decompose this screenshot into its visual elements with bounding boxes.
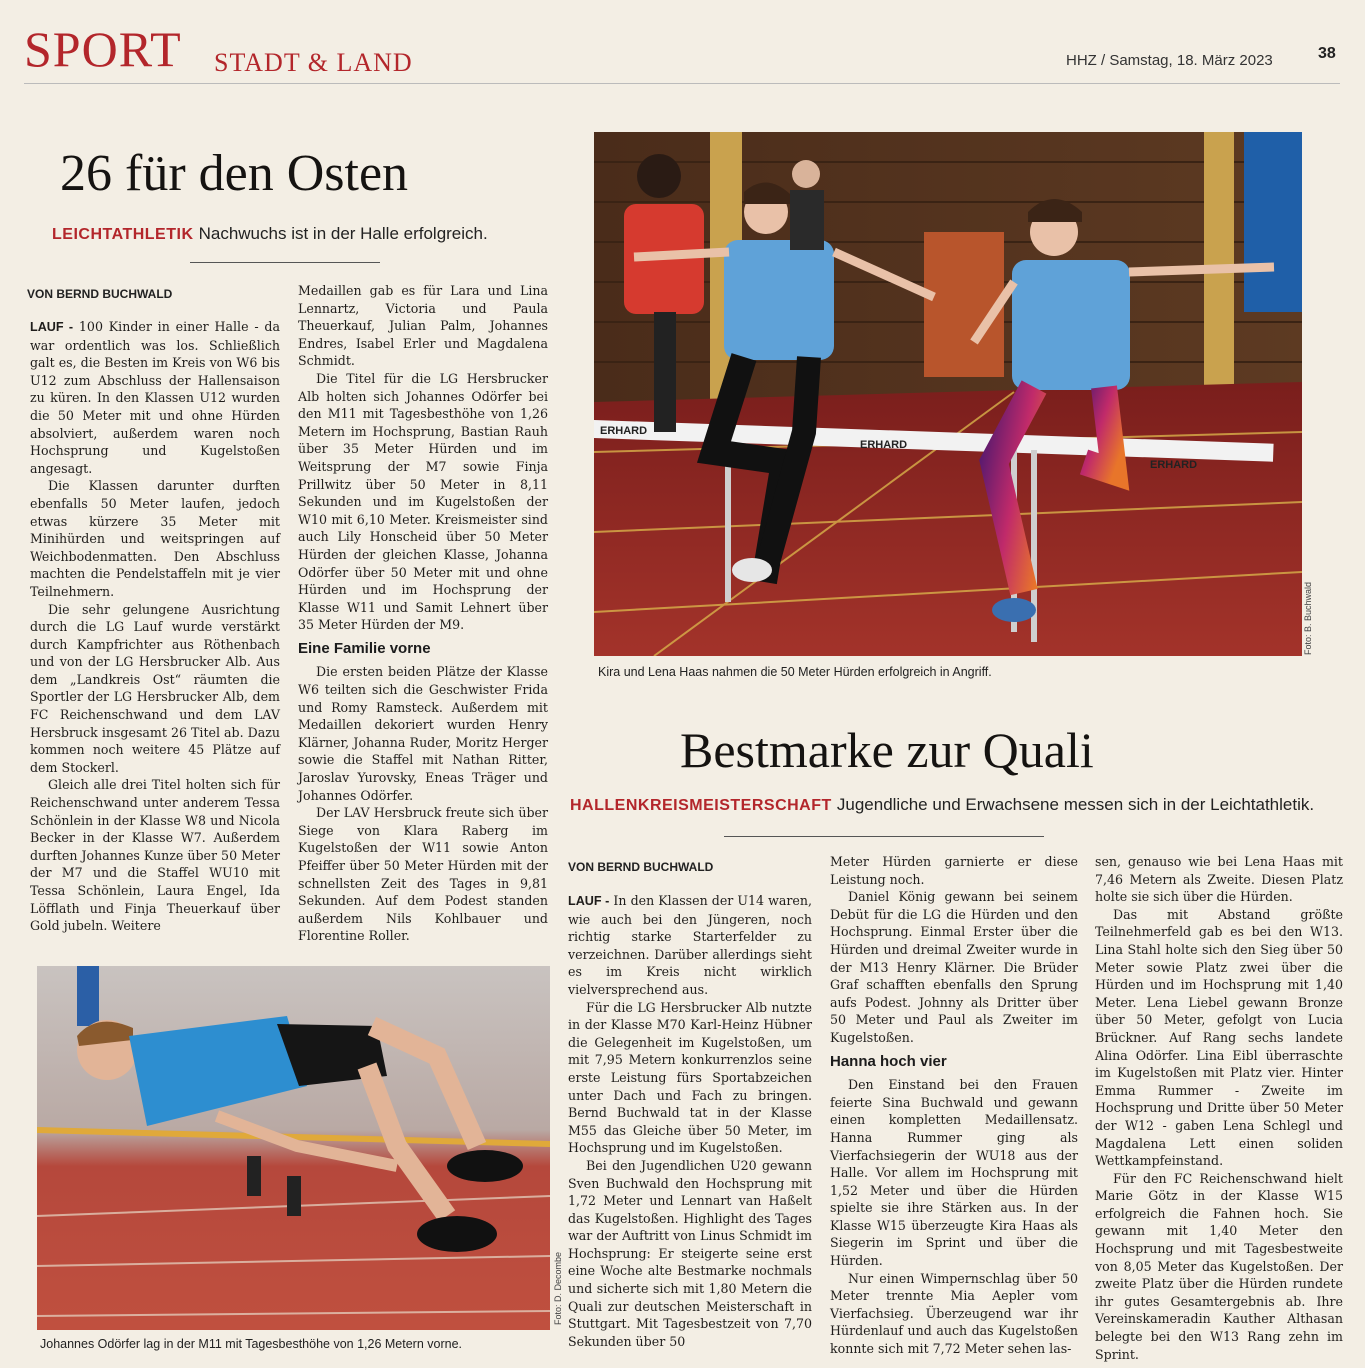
article2-col3-para-0: sen, genauso wie bei Lena Haas mit 7,46 Metern als Zweite. Diesen Platz holte sie sich über die Hürden. [1095,854,1343,905]
article2-column-2 [830,853,1078,1358]
page-number: 38 [1318,45,1336,62]
hurdle-brand-2: ERHARD [860,439,908,451]
hurdles-photo [594,132,1302,656]
article2-col1-para-2: Bei den Jugendlichen U20 gewann Sven Buchwald den Hochsprung mit 1,72 Meter und Lennart van Haßelt das Kugelstoßen. Highlight des Tages war der Auftritt von Linus Schmidt im Hochsprung: Er steigerte seine erst eine Woche alte Bestmarke nochmals und sicherte sich mit 1,80 Metern die Quali zur deutschen Meisterschaft in Stuttgart. Mit Tagesbestzeit von 7,70 Sekunden über 50 [568,1157,812,1349]
article2-col2-para-0: Meter Hürden garnierte er diese Leistung noch. [830,854,1078,887]
section-title: SPORT [24,21,182,77]
article2-kicker-line [570,795,1314,815]
article1-rule [190,262,380,263]
article1-col1-para-3: Gleich alle drei Titel holten sich für Reichenschwand unter anderem Tessa Schönlein in der Klasse W8 und Nicola Becker in der Klasse W7. Außerdem durften Johannes Kunze über 50 Meter der M7 und die Staffel WU10 mit Tessa Schönlein, Laura Engel, Ida Löfflath und Finja Theuerkauf über Gold jubeln. Weitere [30,777,280,934]
article1-deck: Nachwuchs ist in der Halle erfolgreich. [198,224,488,243]
highjump-photo [37,966,550,1330]
hurdles-photo-image [594,132,1302,656]
article1-col1-para-1: Die Klassen darunter durften ebenfalls 50 Meter laufen, jedoch etwas kürzere 35 Meter mit Minihürden und weitspringen auf Weichbodenmatten. Den Abschluss machten die Pendelstaffeln mit je vier Teilnehmern. [30,478,280,599]
article1-byline: VON BERND BUCHWALD [27,287,173,301]
article2-column-3 [1095,853,1343,1363]
article1-column-2 [298,282,548,945]
article2-kicker: HALLENKREISMEISTERSCHAFT [570,797,832,814]
article2-col2b-para-1: Nur einen Wimpernschlag über 50 Meter trennte Mia Aepler vom Vierfachsieg. Überzeugend war ihr Hürdenlauf und auch das Kugelstoßen konnte sich mit 7,72 Meter sehen las- [830,1270,1078,1357]
article1-col1-para-0: LAUF - 100 Kinder in einer Halle - da war ordentlich was los. Schließlich galt es, die Besten im Kreis von W6 bis U12 zum Abschluss der Hallensaison zu küren. In den Klassen U12 wurden die 50 Meter mit und ohne Hürden absolviert, außerdem waren noch Hochsprung und Kugelstoßen angesagt. [30,319,280,476]
article2-headline: Bestmarke zur Quali [680,722,1094,778]
article1-kicker-line [52,224,488,244]
article2-col1-para-0: LAUF - In den Klassen der U14 waren, wie auch bei den Jüngeren, noch richtig starke Starterfelder zu verzeichnen. Darüber allerdings sieht es im Kreis nicht wirklich vielversprechend aus. [568,893,812,997]
photo1-caption: Kira und Lena Haas nahmen die 50 Meter Hürden erfolgreich in Angriff. [598,665,992,679]
article2-col3-para-2: Für den FC Reichenschwand hielt Marie Götz in der Klasse W15 erfolgreich die Fahnen hoch. Sie gewann mit 1,40 Meter den Hochsprung und mit Tagesbestweite von 8,05 Meter das Kugelstoßen. Der zweite Platz über die Hürden rundete ihr gutes Gesamtergebnis ab. Ihre Vereinskameradin Kauther Althasan belegte bei den W13 Rang zehn im Sprint. [1095,1170,1343,1362]
article1-col2-para-1: Die Titel für die LG Hersbrucker Alb holten sich Johannes Odörfer bei den M11 mit Tagesbesthöhe von 1,26 Metern im Hochsprung, Bastian Rauh über 35 Meter Hürden und im Weitsprung der M7 sowie Finja Prillwitz über 50 Meter in 8,11 Sekunden und im Kugelstoßen der W10 mit 6,10 Meter. Kreismeister sind auch Lily Honscheid über 50 Meter Hürden der gleichen Klasse, Johanna Odörfer über 50 Meter mit und ohne Hürden und im Hochsprung der Klasse W11 und Samit Lehnert über 35 Meter Hürden der M9. [298,370,548,633]
header-rule [24,83,1340,84]
article1-headline: 26 für den Osten [60,145,409,202]
article2-rule [724,836,1044,837]
photo2-caption: Johannes Odörfer lag in der M11 mit Tagesbesthöhe von 1,26 Metern vorne. [40,1337,463,1351]
article1-col1-para-2: Die sehr gelungene Ausrichtung durch die LG Lauf wurde verstärkt durch Kampfrichter aus Röthenbach und von der LG Hersbrucker Alb. Aus dem „Landkreis Ost“ räumten die Sportler der LG Hersbrucker Alb, dem FC Reichenschwand und dem LAV Hersbruck insgesamt 26 Titel ab. Dazu kommen noch weitere 45 Plätze auf dem Stockerl. [30,601,280,775]
article2-col2b-para-0: Den Einstand bei den Frauen feierte Sina Buchwald und gewann einen kompletten Medaillensatz. Hanna Rummer ging als Vierfachsiegerin der WU18 aus der Halle. Vor allem im Hochsprung mit 1,52 Meter und über die Hürden spielte sie ihre Stärken aus. In der Klasse W15 überzeugte Kira Haas als Siegerin im Sprint und über die Hürden. [830,1077,1078,1269]
dateline: HHZ / Samstag, 18. März 2023 [1066,52,1273,69]
article2-lead: LAUF - [568,894,610,908]
photo2-credit: Foto: D. Decombe [553,1251,563,1325]
article1-subhead: Eine Familie vorne [298,639,431,657]
hurdle-brand-3: ERHARD [1150,459,1198,471]
article2-col2-para-1: Daniel König gewann bei seinem Debüt für die LG die Hürden und den Hochsprung. Einmal Erster über die Hürden und dreimal Zweiter wurde in der M13 Henry Klärner. Die Brüder Graf schafften ebenfalls den Sprung aufs Podest. Johnny als Dritter über 50 Meter und Paul als Zweiter im Kugelstoßen. [830,889,1078,1045]
article2-subhead: Hanna hoch vier [830,1052,947,1070]
article2-col3-para-1: Das mit Abstand größte Teilnehmerfeld gab es bei den W13. Lina Stahl holte sich den Sieg über 50 Meter sowie Platz zwei über die Hürden und im Hochsprung mit 1,40 Meter. Lena Liebel gewann Bronze über 50 Meter, gefolgt von Lucia Brückner. Auf Rang sechs landete Alina Odörfer. Lina Eibl überraschte im Kugelstoßen mit Platz vier. Hinter Emma Rummer - Zweite im Hochsprung und Dritte über 50 Meter der W12 - gaben Lena Schlegl und Magdalena Lett einen soliden Wettkampfeinstand. [1095,906,1343,1169]
article1-lead: LAUF - [30,320,74,334]
subsection-title: STADT & LAND [214,48,413,77]
article1-column-1 [30,318,280,935]
article2-col1-para-1: Für die LG Hersbrucker Alb nutzte in der Klasse M70 Karl-Heinz Hübner die Gelegenheit im Kugelstoßen, um mit 7,95 Metern konkurrenzlos seine erste Leistung fürs Sportabzeichen unter Dach und Fach zu bringen. Bernd Buchwald tat in der Klasse M55 das Gleiche über 50 Meter, im Hochsprung und im Kugelstoßen. [568,999,812,1156]
article1-kicker: LEICHTATHLETIK [52,226,194,243]
article2-deck: Jugendliche und Erwachsene messen sich in der Leichtathletik. [836,795,1315,814]
article1-col2b-para-1: Der LAV Hersbruck freute sich über Siege von Klara Raberg im Kugelstoßen der W11 sowie Anton Pfeiffer über 50 Meter Hürden mit der schnellsten Zeit des Tages in 9,81 Sekunden. Auf dem Podest standen außerdem Nils Kohlbauer und Florentine Roller. [298,805,548,944]
highjump-photo-image [37,966,550,1330]
article1-col2-para-0: Medaillen gab es für Lara und Lina Lennartz, Victoria und Paula Theuerkauf, Julian Palm, Johannes Endres, Isabel Erler und Magdalena Schmidt. [298,283,548,369]
article2-column-1 [568,892,812,1350]
article2-byline: VON BERND BUCHWALD [568,860,714,874]
hurdle-brand-1: ERHARD [600,425,648,437]
photo1-credit: Foto: B. Buchwald [1303,581,1313,655]
article1-col2b-para-0: Die ersten beiden Plätze der Klasse W6 teilten sich die Geschwister Frida und Romy Ramsteck. Außerdem mit Medaillen dekoriert wurden Henry Klärner, Johanna Ruder, Moritz Herger sowie die Staffel mit Nathan Ritter, Jaroslav Yurovsky, Eneas Träger und Johannes Odörfer. [298,664,548,803]
